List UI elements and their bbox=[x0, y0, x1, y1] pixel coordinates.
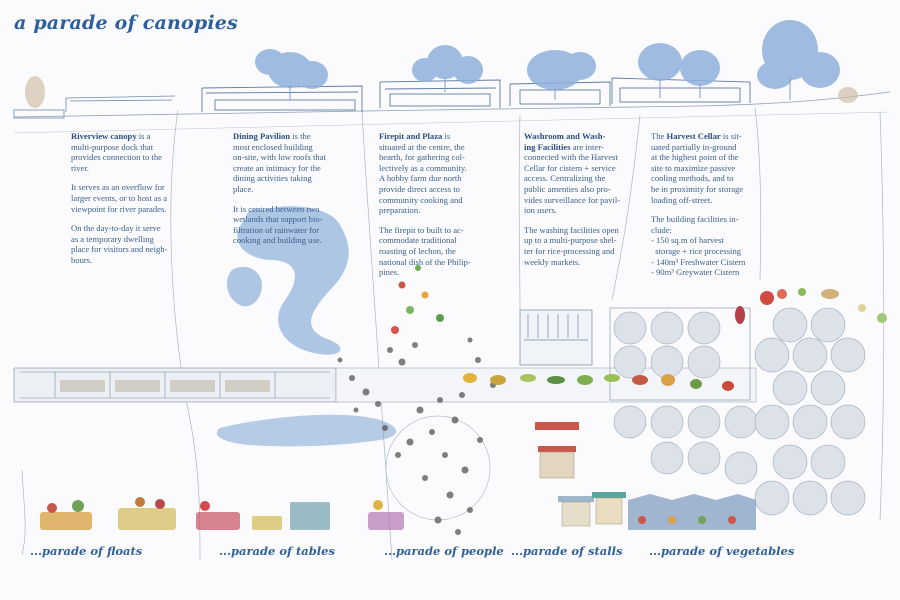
column-paragraph: The firepit to built to ac- commodate traditional roasting of lechon, the national dish of the Philip- pines. bbox=[379, 224, 471, 278]
column-heading: Dining Pavilion bbox=[233, 131, 291, 141]
column-paragraph: On the day-to-day it serve as a temporary dwelling place for visitors and neigh- bours. bbox=[71, 223, 168, 265]
column-heading: Washroom and Wash- ing Facilities bbox=[524, 131, 606, 152]
central-axis-band bbox=[14, 368, 756, 402]
column-paragraph: is a multi-purpose dock that provides connection to the river. bbox=[71, 131, 162, 173]
parade-of-stalls-illustration bbox=[558, 492, 626, 526]
column-heading: Harvest Cellar bbox=[666, 131, 721, 141]
section-dining-pavilion bbox=[202, 86, 362, 112]
page-title: a parade of canopies bbox=[14, 12, 238, 34]
caption-stalls: ...parade of stalls bbox=[511, 544, 623, 558]
wetland-south bbox=[217, 415, 396, 447]
cistern-circles bbox=[614, 308, 865, 515]
column-firepit-plaza bbox=[379, 131, 491, 287]
plaza-circle bbox=[386, 416, 490, 520]
column-paragraph-lead: The bbox=[651, 131, 667, 141]
parade-of-vegetables-illustration bbox=[628, 494, 756, 530]
column-paragraph: It is centred between two wetlands that support bio- filtration of rainwater for cooking and building use. bbox=[233, 203, 323, 246]
parade-of-tables-illustration bbox=[196, 500, 404, 530]
caption-floats: ...parade of floats bbox=[30, 544, 143, 558]
column-heading: Firepit and Plaza bbox=[379, 131, 443, 141]
list-item: storage + rice processing bbox=[651, 245, 742, 256]
section-firepit-plaza bbox=[380, 80, 500, 108]
column-paragraph: is situated at the centre, the hearth, for gathering col- lectively as a community. A hobby farm due north provide direct access to community cooking and preparation. bbox=[379, 131, 467, 216]
column-paragraph: is the most enclosed building on-site, with low roofs that create an intimacy for the dining activities taking place. bbox=[233, 131, 326, 194]
market-stall bbox=[535, 422, 579, 478]
column-washroom bbox=[524, 131, 640, 276]
column-paragraph: are inter- connected with the Harvest Cellar for cistern + service access. Centralizing the public amenties also pro- vides surveillance for pavil- ion users. bbox=[524, 141, 621, 216]
caption-vegetables: ...parade of vegetables bbox=[649, 544, 795, 558]
parade-of-floats-illustration bbox=[40, 497, 176, 530]
section-harvest-cellar bbox=[612, 78, 750, 104]
section-ground-line bbox=[14, 92, 890, 117]
column-dining-pavilion bbox=[233, 131, 345, 255]
section-trees bbox=[255, 20, 840, 90]
list-item: - 150 sq.m of harvest bbox=[651, 235, 724, 246]
list-item: - 140m³ Freshwater Cistern bbox=[651, 256, 746, 267]
column-riverview-canopy bbox=[71, 131, 181, 275]
caption-people: ...parade of people bbox=[384, 544, 504, 558]
column-harvest-cellar bbox=[651, 131, 763, 278]
washroom-plan bbox=[520, 310, 592, 365]
list-item: - 90m³ Greywater Cistern bbox=[651, 267, 740, 278]
column-heading: Riverview canopy bbox=[71, 131, 137, 141]
column-paragraph: It serves as an overflow for larger events, or to host as a viewpoint for river parades. bbox=[71, 182, 168, 214]
caption-tables: ...parade of tables bbox=[219, 544, 335, 558]
column-paragraph: The washing facilities open up to a multi-purpose shel- ter for rice-processing and weekly markets. bbox=[524, 224, 619, 267]
column-paragraph: The building facilities in- clude: bbox=[651, 214, 739, 235]
column-paragraph: is sit- uated partially in-ground at the highest point of the site to maximize passive cooling methods, and to be in proximity for storage loading off-street. bbox=[651, 131, 744, 205]
